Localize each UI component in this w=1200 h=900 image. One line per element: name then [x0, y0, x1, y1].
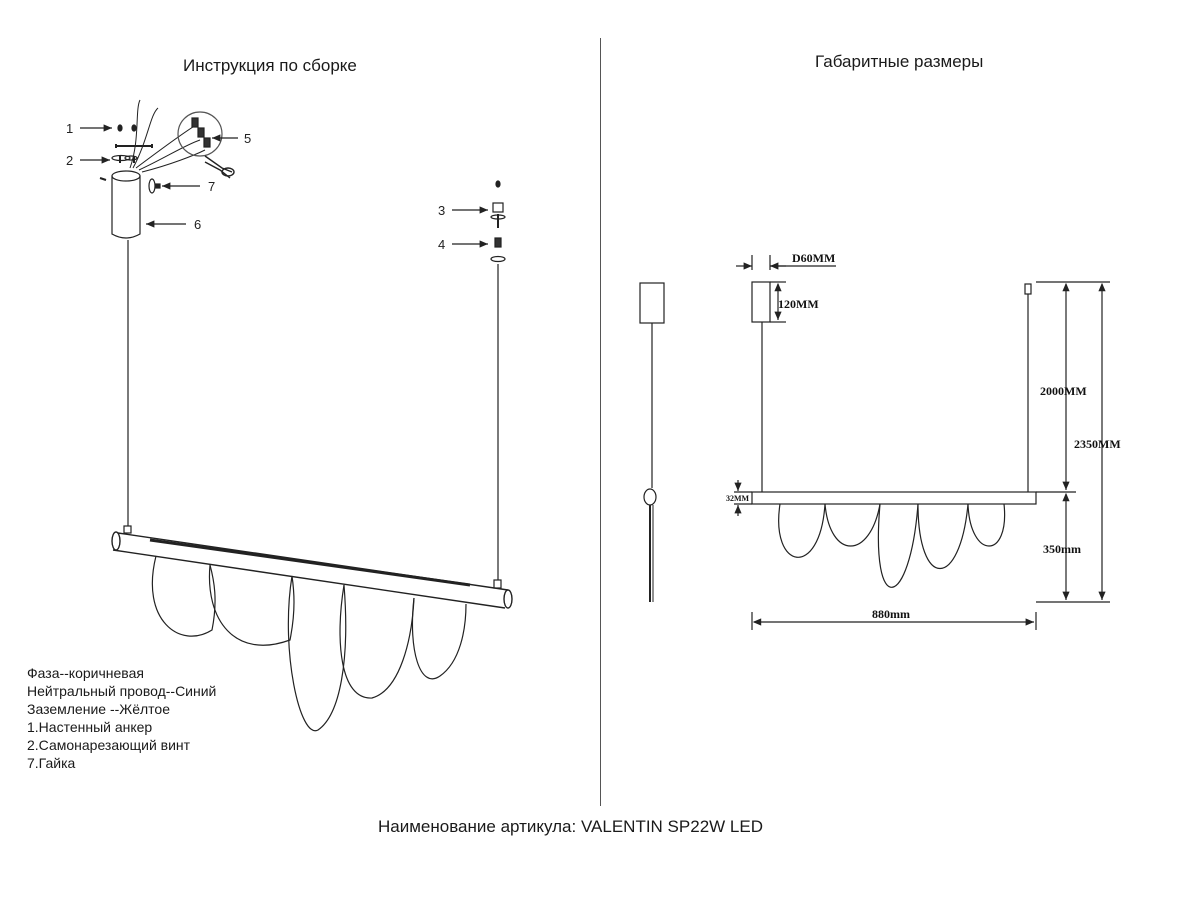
dimensions-title: Габаритные размеры — [815, 52, 984, 71]
dim-shade-height: 350mm — [1043, 542, 1081, 556]
callout-3: 3 — [438, 203, 446, 218]
cable-grip-icon — [491, 181, 505, 262]
callout-7: 7 — [208, 179, 216, 194]
light-bar-icon — [112, 532, 512, 608]
side-view-icon — [640, 283, 664, 602]
dim-canopy-diameter: D60MM — [792, 251, 836, 265]
canopy-front — [752, 282, 770, 322]
wall-anchor-icon — [118, 125, 136, 131]
callout-5: 5 — [244, 131, 252, 146]
article-name: Наименование артикула: VALENTIN SP22W LED — [378, 817, 763, 836]
assembly-drawing — [80, 100, 512, 731]
legend-line: 1.Настенный анкер — [27, 719, 153, 735]
shades-front-icon — [779, 504, 1005, 587]
canopy-icon — [100, 171, 140, 238]
wiring-legend — [27, 664, 216, 772]
callout-2: 2 — [66, 153, 74, 168]
callout-4: 4 — [438, 237, 446, 252]
pliers-icon — [205, 156, 234, 178]
callout-1: 1 — [66, 121, 74, 136]
dim-canopy-height: 120MM — [778, 297, 819, 311]
legend-line: Фаза--коричневая — [27, 665, 144, 681]
wire-connector-icon — [178, 112, 222, 156]
nut-icon — [149, 179, 160, 193]
dim-cable-length: 2000MM — [1040, 384, 1087, 398]
assembly-title: Инструкция по сборке — [183, 56, 357, 75]
dim-bar-height: 32MM — [726, 494, 750, 503]
legend-line: 7.Гайка — [27, 755, 76, 771]
wires-icon — [130, 100, 205, 172]
legend-line: 2.Самонарезающий винт — [27, 737, 191, 753]
callout-6: 6 — [194, 217, 202, 232]
dimension-drawing — [640, 255, 1110, 630]
dim-total-height: 2350MM — [1074, 437, 1121, 451]
dim-width: 880mm — [872, 607, 910, 621]
legend-line: Нейтральный провод--Синий — [27, 683, 217, 699]
bar-front — [752, 492, 1036, 504]
legend-line: Заземление --Жёлтое — [27, 701, 170, 717]
